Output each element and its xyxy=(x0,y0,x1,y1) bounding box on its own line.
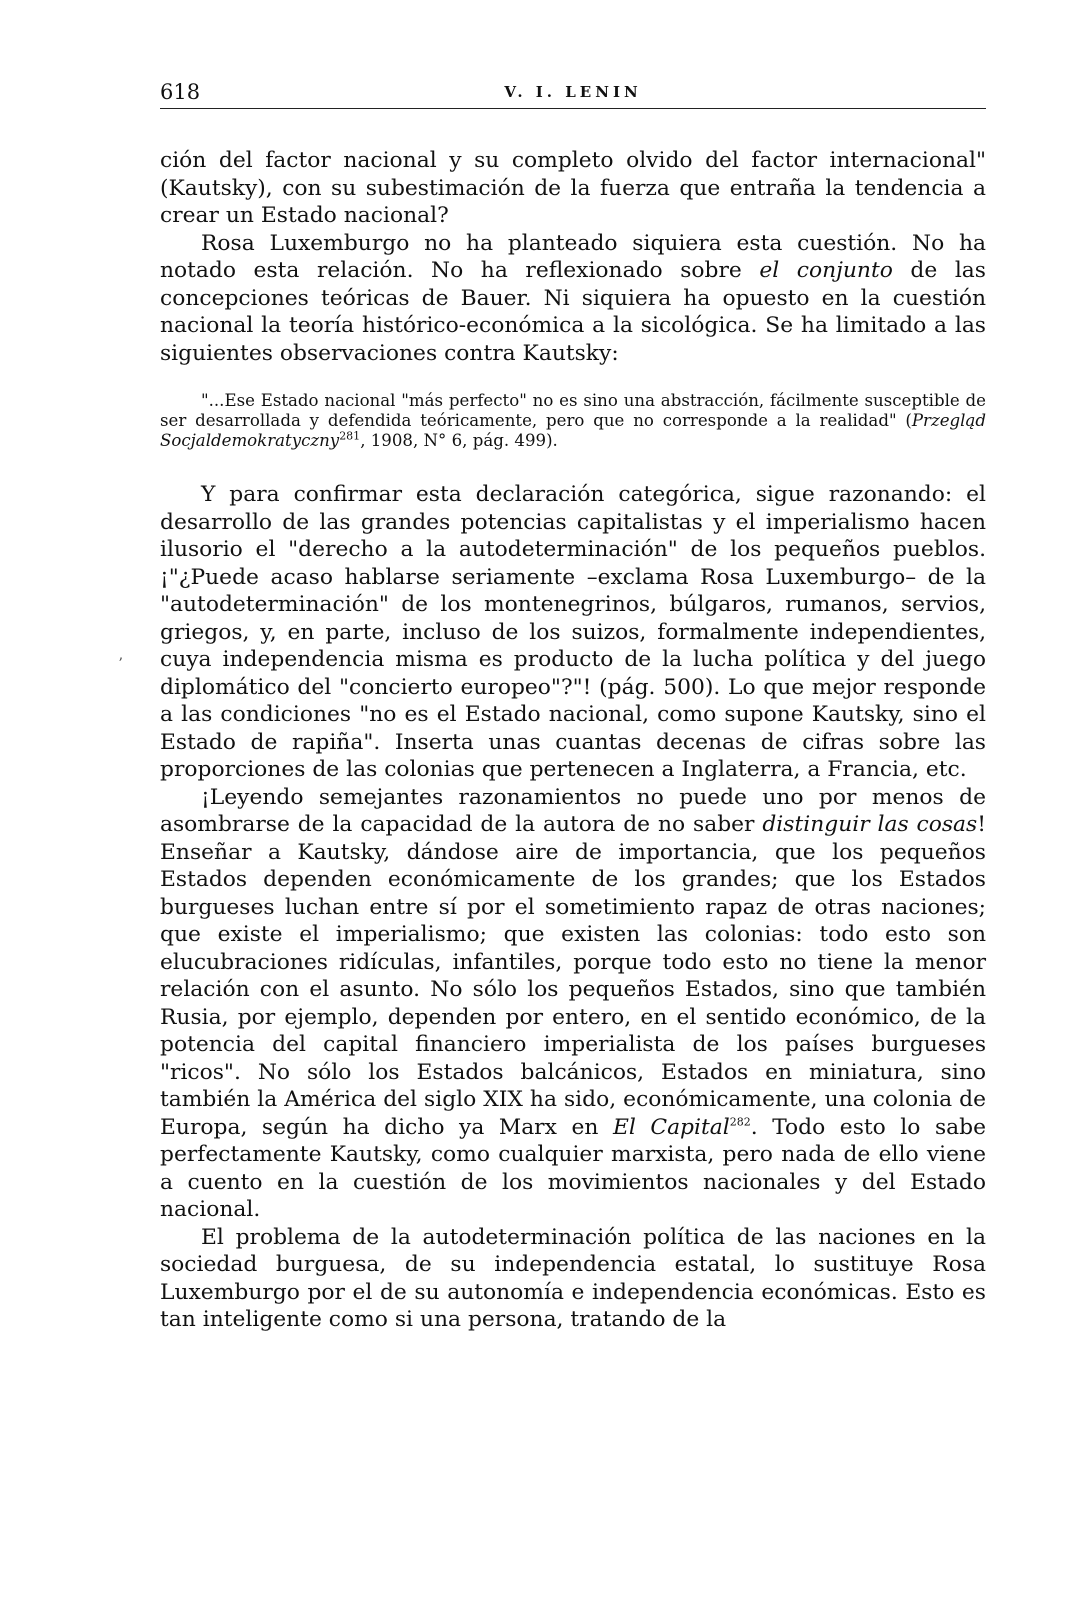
quote-text-part: "...Ese Estado nacional "más perfecto" no es sino una abstracción, fácilmente susceptible de ser desarrollada y defendida teóricamente, pero que no corresponde a la realidad" ( xyxy=(160,391,986,430)
emphasis-text: distinguir las cosas xyxy=(762,812,978,837)
paragraph: ción del factor nacional y su completo olvido del factor internacional" (Kautsky), con su subestimación de la fuerza que entraña la tendencia a crear un Estado nacional? xyxy=(160,148,986,228)
page-number: 618 xyxy=(160,80,201,104)
paragraph: Y para confirmar esta declaración categórica, sigue razonando: el desarrollo de las grandes potencias capitalistas y el imperialismo hacen ilusorio el "derecho a la autodeterminación" de los pequeños pueblos. ¡"¿Puede acaso hablarse seriamente –exclama Rosa Luxemburgo– de la "autodeterminación" de los montenegrinos, búlgaros, rumanos, servios, griegos, y, en parte, incluso de los suizos, formalmente independientes, cuya independencia misma es producto de la lucha política y del juego diplomático del "concierto europeo"?"! (pág. 500). Lo que mejor responde a las condiciones "no es el Estado nacional, como supone Kautsky, sino el Estado de rapiña". Inserta unas cuantas decenas de cifras sobre las proporciones de las colonias que pertenecen a Inglaterra, a Francia, etc. xyxy=(160,482,986,782)
footnote-ref: 282 xyxy=(729,1115,751,1129)
book-page xyxy=(160,76,986,1334)
paragraph-text: ¡Leyendo semejantes razonamientos no puede uno por menos de asombrarse de la capacidad de la autora de no saber xyxy=(160,784,986,837)
running-head: V. I. LENIN xyxy=(504,83,642,101)
paragraph xyxy=(160,230,986,368)
journal-title: Przegląd Socjaldemokratyczny xyxy=(160,411,986,450)
page-header xyxy=(160,76,986,109)
paragraph xyxy=(160,784,986,1224)
footnote-ref: 281 xyxy=(339,429,361,443)
paragraph-text: Rosa Luxemburgo no ha planteado siquiera esta cuestión. No ha notado esta relación. No ha reflexionado sobre xyxy=(160,230,986,283)
scan-speck: ʼ xyxy=(118,656,123,672)
quote-text-part: , 1908, N° 6, pág. 499). xyxy=(360,431,558,450)
emphasis-text: el conjunto xyxy=(759,258,893,283)
book-title: El Capital xyxy=(612,1114,730,1140)
body-text xyxy=(160,147,986,1334)
paragraph-text: ! Enseñar a Kautsky, dándose aire de importancia, que los pequeños Estados dependen económicamente de los grandes; que los Estados burgueses luchan entre sí por el sometimiento rapaz de otras naciones; que existe el imperialismo; que existen las colonias: todo esto son elucubraciones ridículas, infantiles, porque todo esto no tiene la menor relación con el asunto. No sólo los pequeños Estados, sino que también Rusia, por ejemplo, dependen por entero, en el sentido económico, de la potencia del capital financiero imperialista de los países burgueses "ricos". No sólo los Estados balcánicos, Estados en miniatura, sino también la América del siglo XIX ha sido, económicamente, una colonia de Europa, según ha dicho ya Marx en xyxy=(160,812,987,1140)
paragraph: El problema de la autodeterminación política de las naciones en la sociedad burguesa, de su independencia estatal, lo sustituye Rosa Luxemburgo por el de su autonomía e independencia económicas. Esto es tan inteligente como si una persona, tratando de la xyxy=(160,1224,986,1332)
quote-text xyxy=(160,391,986,451)
paragraph-text: . Todo esto lo sabe perfectamente Kautsky, como cualquier marxista, pero nada de ello viene a cuento en la cuestión de los movimientos nacionales y del Estado nacional. xyxy=(160,1114,986,1222)
block-quote xyxy=(160,391,986,451)
paragraph-text: de las concepciones teóricas de Bauer. Ni siquiera ha opuesto en la cuestión nacional la teoría histórico-económica a la sicológica. Se ha limitado a las siguientes observaciones contra Kautsky: xyxy=(160,258,986,366)
